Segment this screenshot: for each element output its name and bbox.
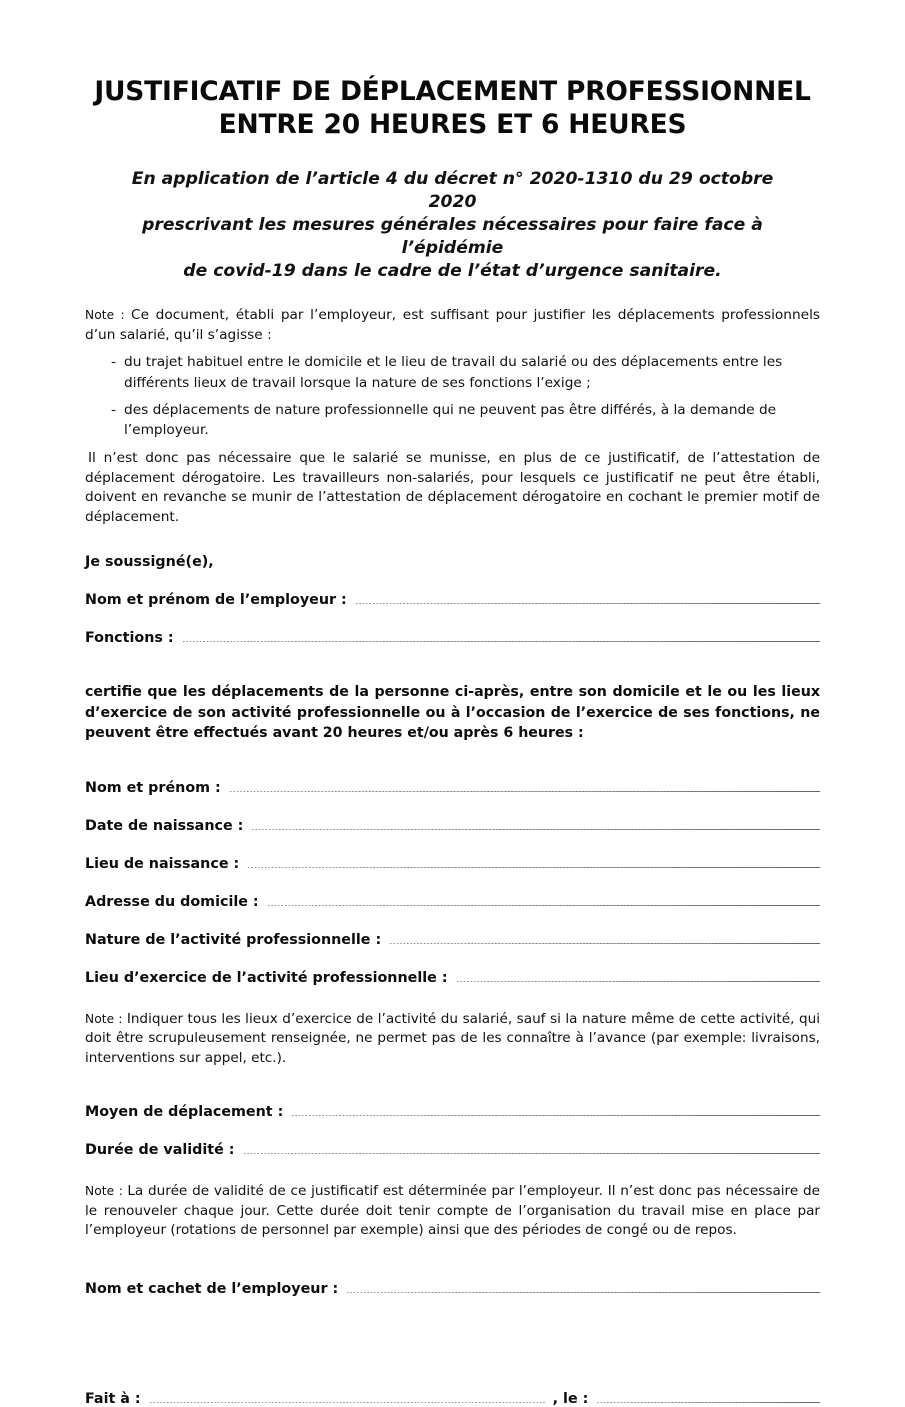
- field-label: Adresse du domicile :: [85, 893, 259, 910]
- field-place-and-date[interactable]: [85, 1391, 820, 1407]
- list-item: [111, 400, 820, 440]
- intro-note-label: Note :: [85, 307, 132, 322]
- field-label-place: Fait à :: [85, 1390, 141, 1407]
- field-label: Nom et cachet de l’employeur :: [85, 1280, 339, 1297]
- field-employer-name[interactable]: [85, 592, 820, 608]
- certify-paragraph: certifie que les déplacements de la personne ci-après, entre son domicile et le ou les lieux d’exercice de son activité professionnelle ou à l’occasion de l’exercice de ses fonctions, ne peuvent être effectués avant 20 heures et/ou après 6 heures :: [85, 684, 820, 742]
- field-activity-nature[interactable]: [85, 932, 820, 948]
- date-input[interactable]: [597, 1402, 820, 1403]
- transport-mode-input[interactable]: [292, 1115, 820, 1116]
- place-input[interactable]: [150, 1402, 545, 1403]
- intro-note-text: Ce document, établi par l’employeur, est suffisant pour justifier les déplacements professionnels d’un salarié, qu’il s’agisse :: [85, 306, 820, 343]
- field-label: Lieu d’exercice de l’activité professionnelle :: [85, 969, 448, 986]
- subtitle-line-1: En application de l’article 4 du décret n° 2020-1310 du 29 octobre 2020: [131, 168, 774, 212]
- birth-place-input[interactable]: [248, 867, 820, 868]
- note-validity-label: Note :: [85, 1183, 128, 1198]
- page-title: [85, 0, 820, 142]
- intro-closing-paragraph: Il n’est donc pas nécessaire que le salarié se munisse, en plus de ce justificatif, de l’attestation de déplacement dérogatoire. Les travailleurs non-salariés, pour lesquels ce justificatif ne peut être établi, doivent en revanche se munir de l’attestation de déplacement dérogatoire en cochant le premier motif de déplacement.: [85, 449, 820, 526]
- subtitle-line-3: de covid-19 dans le cadre de l’état d’urgence sanitaire.: [183, 260, 722, 281]
- list-item-text: des déplacements de nature professionnelle qui ne peuvent pas être différés, à la demande de l’employeur.: [124, 401, 777, 438]
- field-label: Moyen de déplacement :: [85, 1104, 284, 1121]
- document-subtitle: [85, 142, 820, 283]
- field-transport-mode[interactable]: [85, 1104, 820, 1120]
- employer-stamp-input[interactable]: [347, 1292, 820, 1293]
- field-validity-duration[interactable]: [85, 1142, 820, 1158]
- note-places-text: Indiquer tous les lieux d’exercice de l’activité du salarié, sauf si la nature même de cette activité, qui doit être scrupuleusement renseignée, ne permet pas de les connaître à l’avance (par exemple: livraisons, interventions sur appel, etc.).: [85, 1010, 820, 1066]
- employee-name-input[interactable]: [230, 791, 820, 792]
- birth-date-input[interactable]: [252, 829, 820, 830]
- intro-note-paragraph: [85, 283, 820, 345]
- note-validity-paragraph: [85, 1182, 820, 1241]
- intro-bullet-list: [85, 352, 820, 440]
- activity-place-input[interactable]: [457, 981, 820, 982]
- field-home-address[interactable]: [85, 894, 820, 910]
- activity-nature-input[interactable]: [390, 943, 820, 944]
- title-line-2: ENTRE 20 HEURES ET 6 HEURES: [218, 108, 687, 140]
- field-label: Date de naissance :: [85, 817, 244, 834]
- functions-input[interactable]: [183, 641, 820, 642]
- bullet-dash-icon: -: [111, 354, 116, 371]
- note-places-paragraph: [85, 1010, 820, 1069]
- field-activity-place[interactable]: [85, 970, 820, 986]
- field-functions[interactable]: [85, 630, 820, 646]
- subtitle-line-2: prescrivant les mesures générales nécessaires pour faire face à l’épidémie: [142, 214, 763, 258]
- field-label: Fonctions :: [85, 629, 174, 646]
- field-label: Durée de validité :: [85, 1142, 235, 1159]
- je-soussigne-label: Je soussigné(e),: [85, 553, 214, 570]
- field-label-date: , le :: [552, 1390, 589, 1407]
- field-label: Nature de l’activité professionnelle :: [85, 931, 382, 948]
- field-employee-name[interactable]: [85, 780, 820, 796]
- field-employer-stamp[interactable]: [85, 1281, 820, 1297]
- field-birth-place[interactable]: [85, 856, 820, 872]
- note-validity-text: La durée de validité de ce justificatif est déterminée par l’employeur. Il n’est donc pas nécessaire de le renouveler chaque jour. Cette durée doit tenir compte de l’organisation du travail mise en place par l’employeur (rotations de personnel par exemple) ainsi que des périodes de congé ou de repos.: [85, 1182, 820, 1239]
- list-item: [111, 352, 820, 392]
- home-address-input[interactable]: [268, 905, 820, 906]
- field-birth-date[interactable]: [85, 818, 820, 834]
- note-places-label: Note :: [85, 1011, 127, 1026]
- field-label: Nom et prénom :: [85, 779, 221, 796]
- field-label: Nom et prénom de l’employeur :: [85, 591, 347, 608]
- title-line-1: JUSTIFICATIF DE DÉPLACEMENT PROFESSIONNEL: [94, 76, 811, 107]
- validity-duration-input[interactable]: [244, 1153, 820, 1154]
- field-label: Lieu de naissance :: [85, 855, 240, 872]
- list-item-text: du trajet habituel entre le domicile et le lieu de travail du salarié ou des déplacements entre les différents lieux de travail lorsque la nature de ses fonctions l’exige ;: [124, 354, 783, 391]
- bullet-dash-icon: -: [111, 401, 116, 418]
- employer-name-input[interactable]: [356, 603, 820, 604]
